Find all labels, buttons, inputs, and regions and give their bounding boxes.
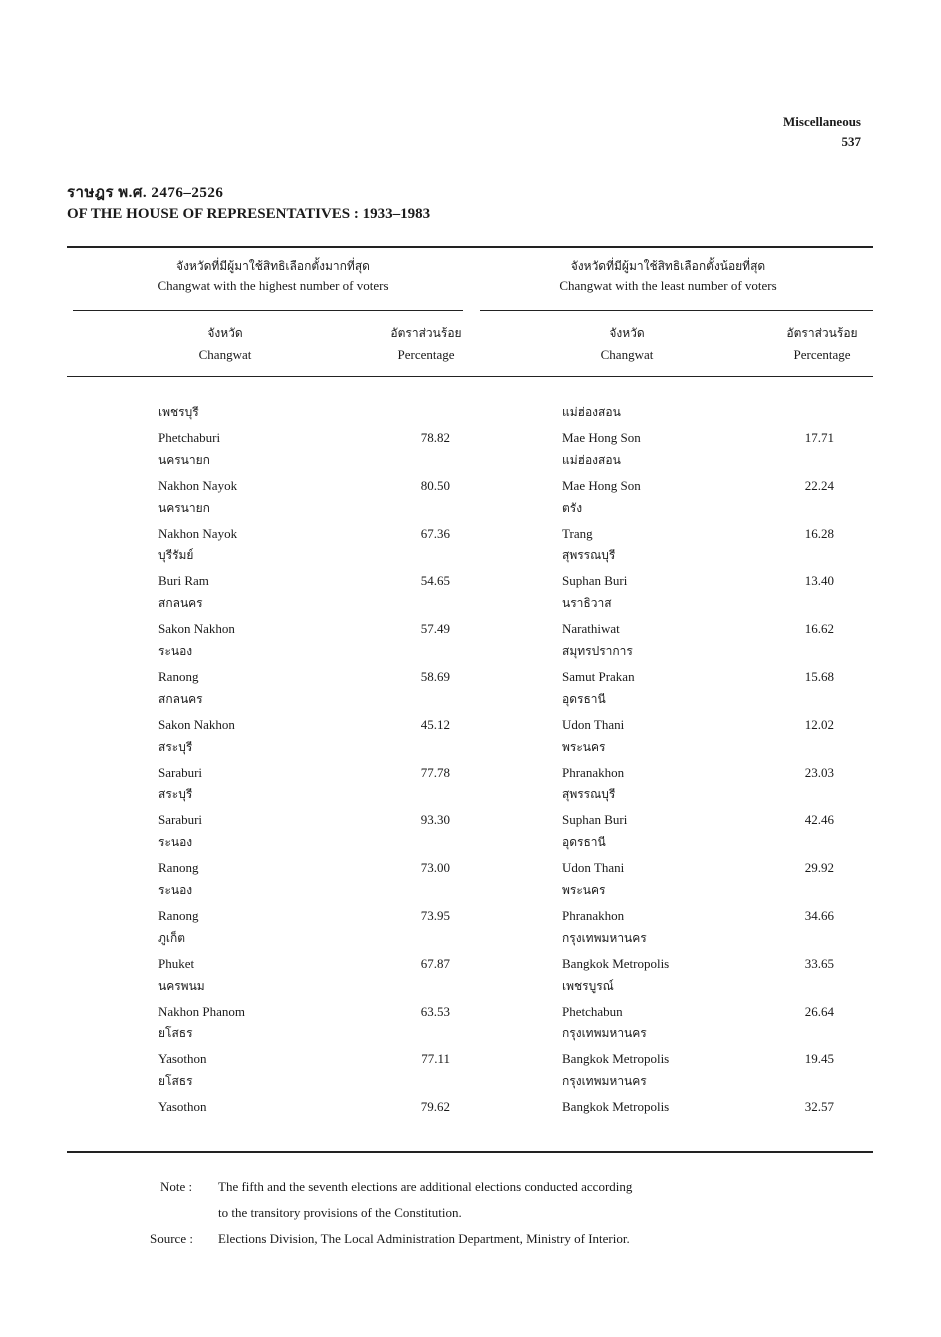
least-changwat: Samut Prakan	[562, 668, 635, 684]
least-percentage: 23.03	[804, 764, 834, 780]
highest-percentage: 58.69	[420, 668, 450, 684]
col-header-changwat-1	[145, 322, 305, 366]
table-bottom-rule	[67, 1151, 873, 1153]
least-changwat-thai: พระนคร	[562, 882, 606, 897]
highest-changwat: Phuket	[158, 955, 195, 971]
highest-changwat: Ranong	[158, 907, 199, 923]
table-row	[0, 832, 941, 880]
section-label: Miscellaneous	[783, 114, 861, 129]
highest-percentage: 73.00	[420, 860, 450, 876]
highest-changwat: Saraburi	[158, 812, 203, 828]
least-percentage: 22.24	[804, 477, 834, 493]
note-text-1: The fifth and the seventh elections are additional elections conducted according	[218, 1179, 633, 1194]
highest-changwat: Ranong	[158, 668, 199, 684]
col-percentage-thai: อัตราส่วนร้อย	[786, 326, 858, 340]
highest-percentage: 45.12	[420, 716, 450, 732]
least-percentage: 32.57	[804, 1099, 834, 1115]
col-changwat-thai: จังหวัด	[609, 326, 645, 340]
highest-changwat: Sakon Nakhon	[158, 716, 235, 732]
least-changwat-thai: กรุงเทพมหานคร	[562, 930, 647, 945]
least-percentage: 34.66	[804, 907, 834, 923]
least-percentage: 29.92	[804, 860, 834, 876]
highest-percentage: 79.62	[420, 1099, 450, 1115]
footnotes	[150, 1174, 633, 1252]
highest-changwat-thai: นครนายก	[158, 452, 210, 467]
highest-changwat: Ranong	[158, 860, 199, 876]
least-changwat-thai: อุดรธานี	[562, 835, 606, 850]
least-percentage: 42.46	[804, 812, 834, 828]
highest-changwat: Saraburi	[158, 764, 203, 780]
least-changwat: Trang	[562, 525, 593, 541]
highest-changwat-thai: บุรีรัมย์	[158, 548, 194, 563]
least-changwat: Mae Hong Son	[562, 477, 641, 493]
table-body	[0, 402, 941, 1119]
least-percentage: 19.45	[804, 1051, 834, 1067]
least-changwat-thai: เพชรบูรณ์	[562, 978, 614, 993]
highest-changwat-thai: นครพนม	[158, 978, 205, 993]
source-text: Elections Division, The Local Administration Department, Ministry of Interior.	[218, 1231, 630, 1246]
least-changwat-thai: สุพรรณบุรี	[562, 548, 616, 563]
least-changwat: Bangkok Metropolis	[562, 1051, 670, 1067]
highest-percentage: 54.65	[420, 573, 450, 589]
note-label: Note :	[160, 1179, 193, 1194]
highest-changwat-thai: ระนอง	[158, 643, 193, 658]
highest-changwat: Nakhon Nayok	[158, 525, 238, 541]
least-percentage: 16.62	[804, 621, 834, 637]
table-row	[0, 737, 941, 785]
table-row	[0, 928, 941, 976]
highest-percentage: 77.78	[420, 764, 450, 780]
table-row	[0, 689, 941, 737]
highest-changwat-thai: ยโสธร	[158, 1026, 193, 1041]
col-header-percentage-2	[742, 322, 902, 366]
least-changwat-thai: พระนคร	[562, 739, 606, 754]
table-row	[0, 593, 941, 641]
least-changwat: Phranakhon	[562, 907, 625, 923]
col-percentage-en: Percentage	[397, 347, 455, 362]
table-row	[0, 641, 941, 689]
table-header-rule	[67, 376, 873, 377]
least-changwat: Bangkok Metropolis	[562, 955, 670, 971]
highest-changwat-thai: ระนอง	[158, 835, 193, 850]
least-changwat-thai: กรุงเทพมหานคร	[562, 1074, 647, 1089]
table-row	[0, 1071, 941, 1119]
highest-percentage: 63.53	[420, 1003, 450, 1019]
highest-changwat: Nakhon Phanom	[158, 1003, 246, 1019]
table-row	[0, 402, 941, 450]
least-changwat-thai: อุดรธานี	[562, 691, 606, 706]
group-header-highest	[73, 256, 473, 296]
least-changwat: Suphan Buri	[562, 573, 628, 589]
table-row	[0, 880, 941, 928]
table-top-rule	[67, 246, 873, 248]
group-rule-left	[73, 310, 463, 311]
highest-changwat-thai: นครนายก	[158, 500, 210, 515]
least-changwat: Udon Thani	[562, 860, 625, 876]
least-percentage: 13.40	[804, 573, 834, 589]
col-percentage-en: Percentage	[793, 347, 851, 362]
highest-changwat: Sakon Nakhon	[158, 621, 235, 637]
least-changwat-thai: แม่ฮ่องสอน	[562, 452, 621, 467]
highest-changwat: Yasothon	[158, 1099, 207, 1115]
least-changwat: Mae Hong Son	[562, 430, 641, 445]
group-least-thai: จังหวัดที่มีผู้มาใช้สิทธิเลือกตั้งน้อยที่สุด	[570, 259, 766, 273]
highest-changwat: Buri Ram	[158, 573, 209, 589]
title-thai: ราษฎร พ.ศ. 2476–2526	[67, 185, 224, 201]
col-percentage-thai: อัตราส่วนร้อย	[390, 326, 462, 340]
least-changwat: Udon Thani	[562, 716, 625, 732]
highest-changwat-thai: ภูเก็ต	[158, 930, 186, 945]
highest-changwat-thai: ยโสธร	[158, 1074, 193, 1089]
table-row	[0, 450, 941, 498]
highest-percentage: 67.87	[420, 955, 450, 971]
least-changwat: Narathiwat	[562, 621, 620, 637]
note-text-2: to the transitory provisions of the Constitution.	[218, 1205, 462, 1220]
table-row	[0, 545, 941, 593]
highest-changwat-thai: ระนอง	[158, 882, 193, 897]
page-header	[783, 112, 861, 152]
source-line	[150, 1226, 632, 1252]
table-row	[0, 976, 941, 1024]
highest-percentage: 93.30	[420, 812, 450, 828]
least-changwat: Phranakhon	[562, 764, 625, 780]
col-changwat-en: Changwat	[198, 347, 252, 362]
least-changwat: Bangkok Metropolis	[562, 1099, 670, 1115]
table-row	[0, 1023, 941, 1071]
least-percentage: 15.68	[804, 668, 834, 684]
highest-changwat-thai: สระบุรี	[158, 787, 193, 802]
highest-changwat-thai: สกลนคร	[158, 596, 203, 611]
col-changwat-thai: จังหวัด	[207, 326, 243, 340]
highest-changwat-thai: เพชรบุรี	[158, 405, 199, 419]
least-changwat-thai: สมุทรปราการ	[562, 643, 633, 658]
least-percentage: 12.02	[804, 716, 834, 732]
highest-changwat: Nakhon Nayok	[158, 477, 238, 493]
least-changwat: Phetchabun	[562, 1003, 623, 1019]
highest-changwat-thai: สระบุรี	[158, 739, 193, 754]
least-changwat-thai: นราธิวาส	[562, 596, 612, 611]
group-header-least	[468, 256, 868, 296]
least-changwat: Suphan Buri	[562, 812, 628, 828]
col-header-changwat-2	[547, 322, 707, 366]
least-percentage: 33.65	[804, 955, 834, 971]
least-changwat-thai: ตรัง	[562, 500, 583, 515]
table-row	[0, 498, 941, 546]
highest-changwat: Yasothon	[158, 1051, 207, 1067]
group-highest-english: Changwat with the highest number of voters	[157, 278, 389, 293]
group-least-english: Changwat with the least number of voters	[559, 278, 777, 293]
col-changwat-en: Changwat	[600, 347, 654, 362]
highest-percentage: 80.50	[420, 477, 450, 493]
note-line	[160, 1174, 632, 1200]
group-rule-right	[480, 310, 873, 311]
least-changwat-thai: กรุงเทพมหานคร	[562, 1026, 647, 1041]
highest-percentage: 78.82	[420, 430, 450, 445]
highest-changwat: Phetchaburi	[158, 430, 221, 445]
highest-percentage: 57.49	[420, 621, 450, 637]
page-number: 537	[841, 134, 861, 149]
least-percentage: 26.64	[804, 1003, 834, 1019]
least-changwat-thai: แม่ฮ่องสอน	[562, 405, 621, 419]
source-label: Source :	[150, 1231, 193, 1246]
highest-percentage: 73.95	[420, 907, 450, 923]
least-percentage: 16.28	[804, 525, 834, 541]
highest-percentage: 67.36	[420, 525, 450, 541]
group-highest-thai: จังหวัดที่มีผู้มาใช้สิทธิเลือกตั้งมากที่สุด	[176, 259, 370, 273]
table-row	[0, 784, 941, 832]
col-header-percentage-1	[346, 322, 506, 366]
highest-changwat-thai: สกลนคร	[158, 691, 203, 706]
least-changwat-thai: สุพรรณบุรี	[562, 787, 616, 802]
title-english: OF THE HOUSE OF REPRESENTATIVES : 1933–1983	[67, 206, 431, 222]
highest-percentage: 77.11	[421, 1051, 450, 1067]
least-percentage: 17.71	[804, 430, 834, 445]
